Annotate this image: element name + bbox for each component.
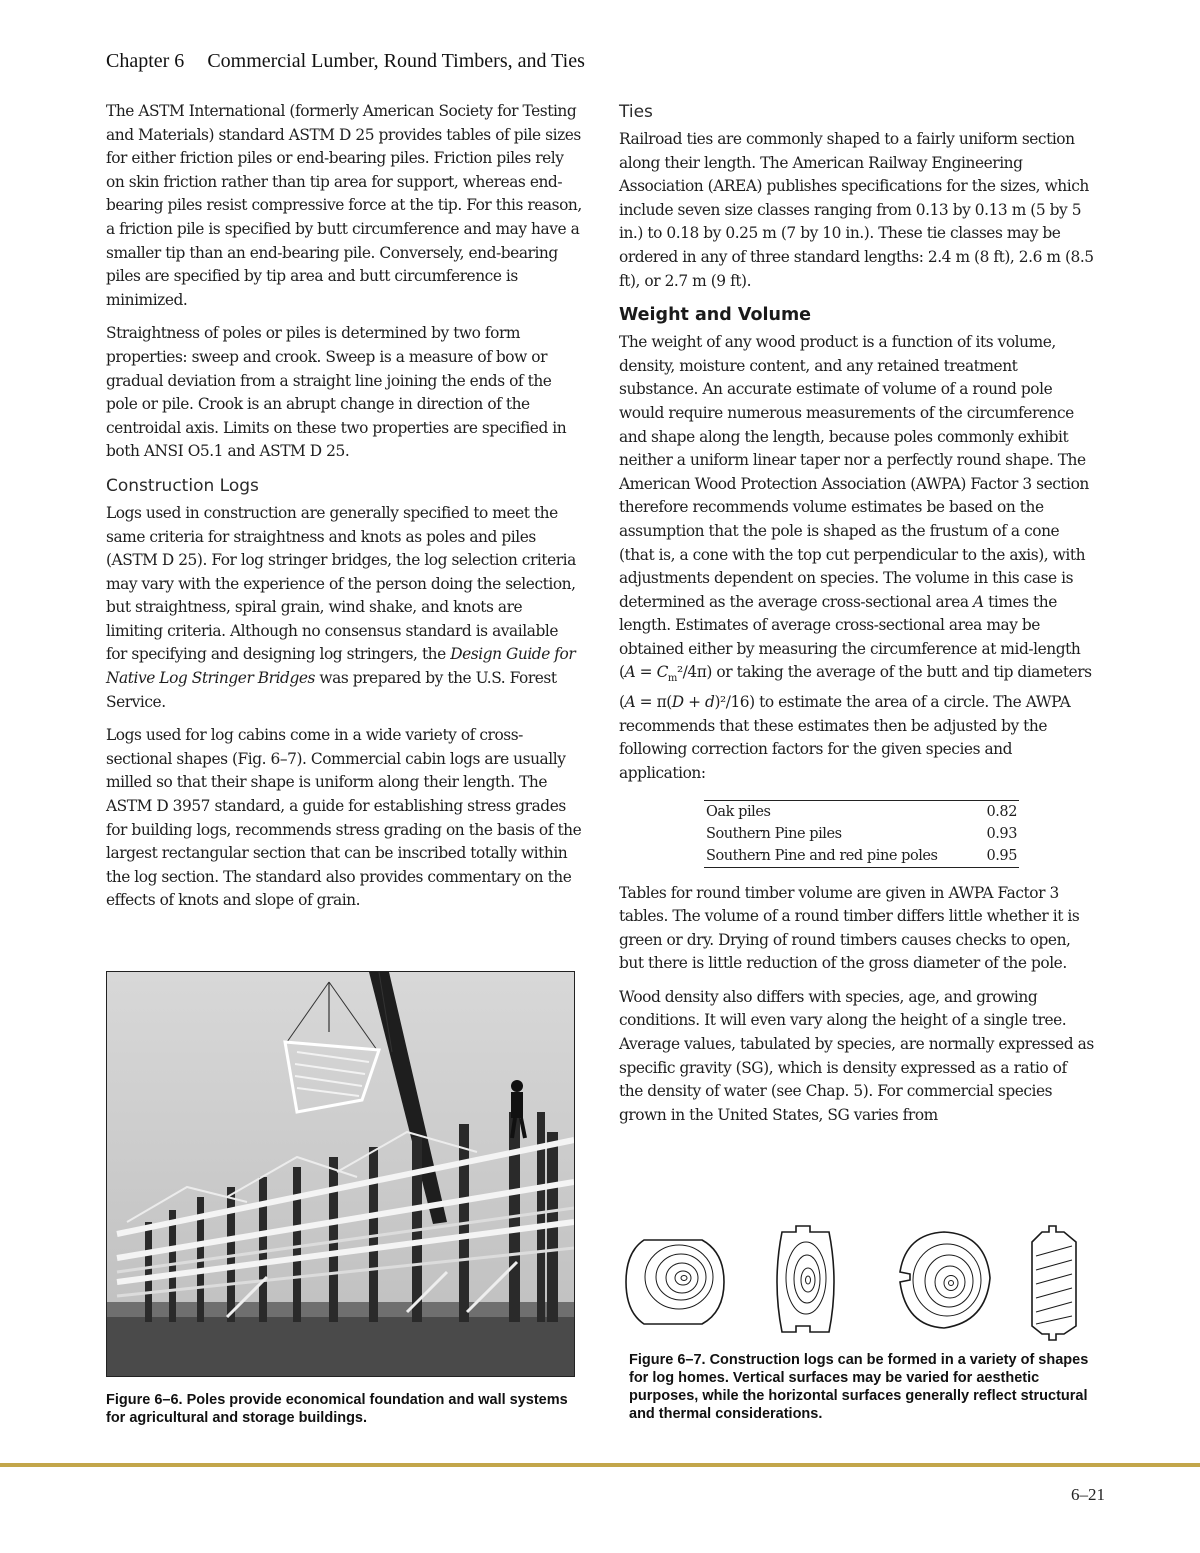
table-row (704, 845, 1019, 868)
formula-var: d (705, 693, 715, 712)
footer-rule (0, 1463, 1200, 1467)
text-span: The weight of any wood product is a function of its volume, density, moisture content, and any retained treatment substance. An accurate estimate of volume of a round pole would require numerous measurements of the circumference and shape along the length, because poles commonly exhibit neither a uniform linear taper nor a perfectly round shape. The American Wood Protection Association (AWPA) Factor 3 section therefore recommends volume estimates be based on the assumption that the pole is shaped as the frustum of a cone (that is, a cone with the top cut perpendicular to the axis), with adjustments dependent on species. The volume in this case is determined as the average cross-sectional area (619, 333, 1089, 611)
paragraph-ties: Railroad ties are commonly shaped to a fairly uniform section along their length. The American Railway Engineering Association (AREA) publishes specifications for the sizes, which include seven size classes ranging from 0.13 by 0.13 m (5 by 5 in.) to 0.18 by 0.25 m (7 by 10 in.). These tie classes may be ordered in any of three standard lengths: 2.4 m (8 ft), 2.6 m (8.5 ft), or 2.7 m (9 ft). (619, 130, 1094, 290)
text-span: ) to estimate the area of a circle. The AWPA recommends that these estimates then be adjusted by the following correction factors for the given species and application: (619, 693, 1071, 782)
paragraph-round-timber-tables: Tables for round timber volume are given in AWPA Factor 3 tables. The volume of a round timber differs little whether it is green or dry. Drying of round timbers causes checks to open, but there is little reduction of the gross diameter of the pole. (619, 883, 1080, 973)
heading-construction-logs: Construction Logs (106, 475, 259, 496)
factor-label: Southern Pine and red pine poles (706, 847, 938, 864)
formula-part: ²/4π (676, 663, 707, 682)
variable-a: A (973, 592, 984, 611)
log-shapes-figure (624, 1222, 1094, 1342)
chapter-header (106, 50, 585, 73)
chapter-title: Commercial Lumber, Round Timbers, and Ties (207, 50, 585, 72)
text-span: Logs used in construction are generally specified to meet the same criteria for straightness and knots as poles and piles (ASTM D 25). For log stringer bridges, the log selection criteria may vary with the experience of the person doing the selection, but straightness, spiral grain, wind shake, and knots are limiting criteria. Although no consensus standard is available for specifying and designing log stringers, the (106, 503, 576, 664)
paragraph-pile-sizes: The ASTM International (formerly American Society for Testing and Materials) standard ASTM D 25 provides tables of pile sizes for either friction piles or end-bearing piles. Friction piles rely on skin friction rather than tip area for support, whereas end-bearing piles resist compressive force at the tip. For this reason, a friction pile is specified by butt circumference and may have a smaller tip than an end-bearing pile. Conversely, end-bearing piles are specified by tip area and butt circumference is minimized. (106, 102, 582, 309)
factor-label: Oak piles (706, 803, 771, 820)
chapter-number: Chapter 6 (106, 50, 185, 72)
paragraph-straightness: Straightness of poles or piles is determined by two form properties: sweep and crook. Sweep is a measure of bow or gradual deviation from a straight line joining the ends of the pole or pile. Crook is an abrupt change in direction of the centroidal axis. Limits on these two properties are specified in both ANSI O5.1 and ASTM D 25. (106, 324, 567, 461)
factor-value: 0.82 (986, 803, 1017, 820)
page-number: 6–21 (1071, 1485, 1105, 1504)
formula-var: A (624, 663, 636, 682)
pole-building-illustration (107, 972, 574, 1376)
factor-value: 0.93 (986, 825, 1017, 842)
text-span: ) or taking the average of the butt and tip diameters ( (619, 663, 1092, 712)
figure-6-7-caption: Figure 6–7. Construction logs can be formed in a variety of shapes for log homes. Vertical surfaces may be varied for aesthetic purposes, while the horizontal surfaces generally reflect structural and thermal considerations. (629, 1352, 1089, 1422)
correction-factors-table (704, 800, 1019, 868)
formula-part: = (635, 663, 657, 682)
table-row (704, 800, 1019, 823)
pole-building-photo (106, 971, 575, 1377)
formula-var: A (624, 693, 636, 712)
design-guide-title: Design Guide for Native Log Stringer Bridges (106, 645, 576, 688)
formula-part: + (683, 693, 706, 712)
paragraph-log-cabins: Logs used for log cabins come in a wide variety of cross-sectional shapes (Fig. 6–7). Commercial cabin logs are usually milled so that their shape is uniform along their length. The ASTM D 3957 standard, a guide for establishing stress grades for building logs, recommends stress grading on the basis of the largest rectangular section that can be inscribed totally within the log section. The standard also provides commentary on the effects of knots and slope of grain. (106, 726, 582, 910)
left-column (106, 100, 582, 923)
paragraph-wood-density: Wood density also differs with species, age, and growing conditions. It will even vary along the height of a single tree. Average values, tabulated by species, are normally expressed as specific gravity (SG), which is density expressed as a ratio of the density of water (see Chap. 5). For commercial species grown in the United States, SG varies from (619, 987, 1094, 1124)
factor-label: Southern Pine piles (706, 825, 842, 842)
formula-part: = π( (635, 693, 672, 712)
formula-part: )²/16 (714, 693, 750, 712)
heading-weight-volume: Weight and Volume (619, 305, 812, 326)
figure-6-6-caption: Figure 6–6. Poles provide economical foundation and wall systems for agricultural and storage buildings. (106, 1392, 568, 1426)
paragraph-weight-volume (619, 331, 1095, 785)
formula-var: D (671, 693, 684, 712)
paragraph-construction-logs (106, 502, 582, 714)
text-span: times the length. Estimates of average cross-sectional area may be obtained either by measuring the circumference at mid-length ( (619, 592, 1081, 682)
factor-value: 0.95 (986, 847, 1017, 864)
formula-subscript: m (667, 673, 677, 685)
table-row (704, 823, 1019, 845)
text-span: was prepared by the U.S. Forest Service. (106, 669, 557, 711)
right-column (619, 100, 1095, 1137)
formula-var: C (656, 663, 668, 682)
heading-ties: Ties (619, 102, 653, 122)
log-shapes-illustration (624, 1222, 1094, 1342)
